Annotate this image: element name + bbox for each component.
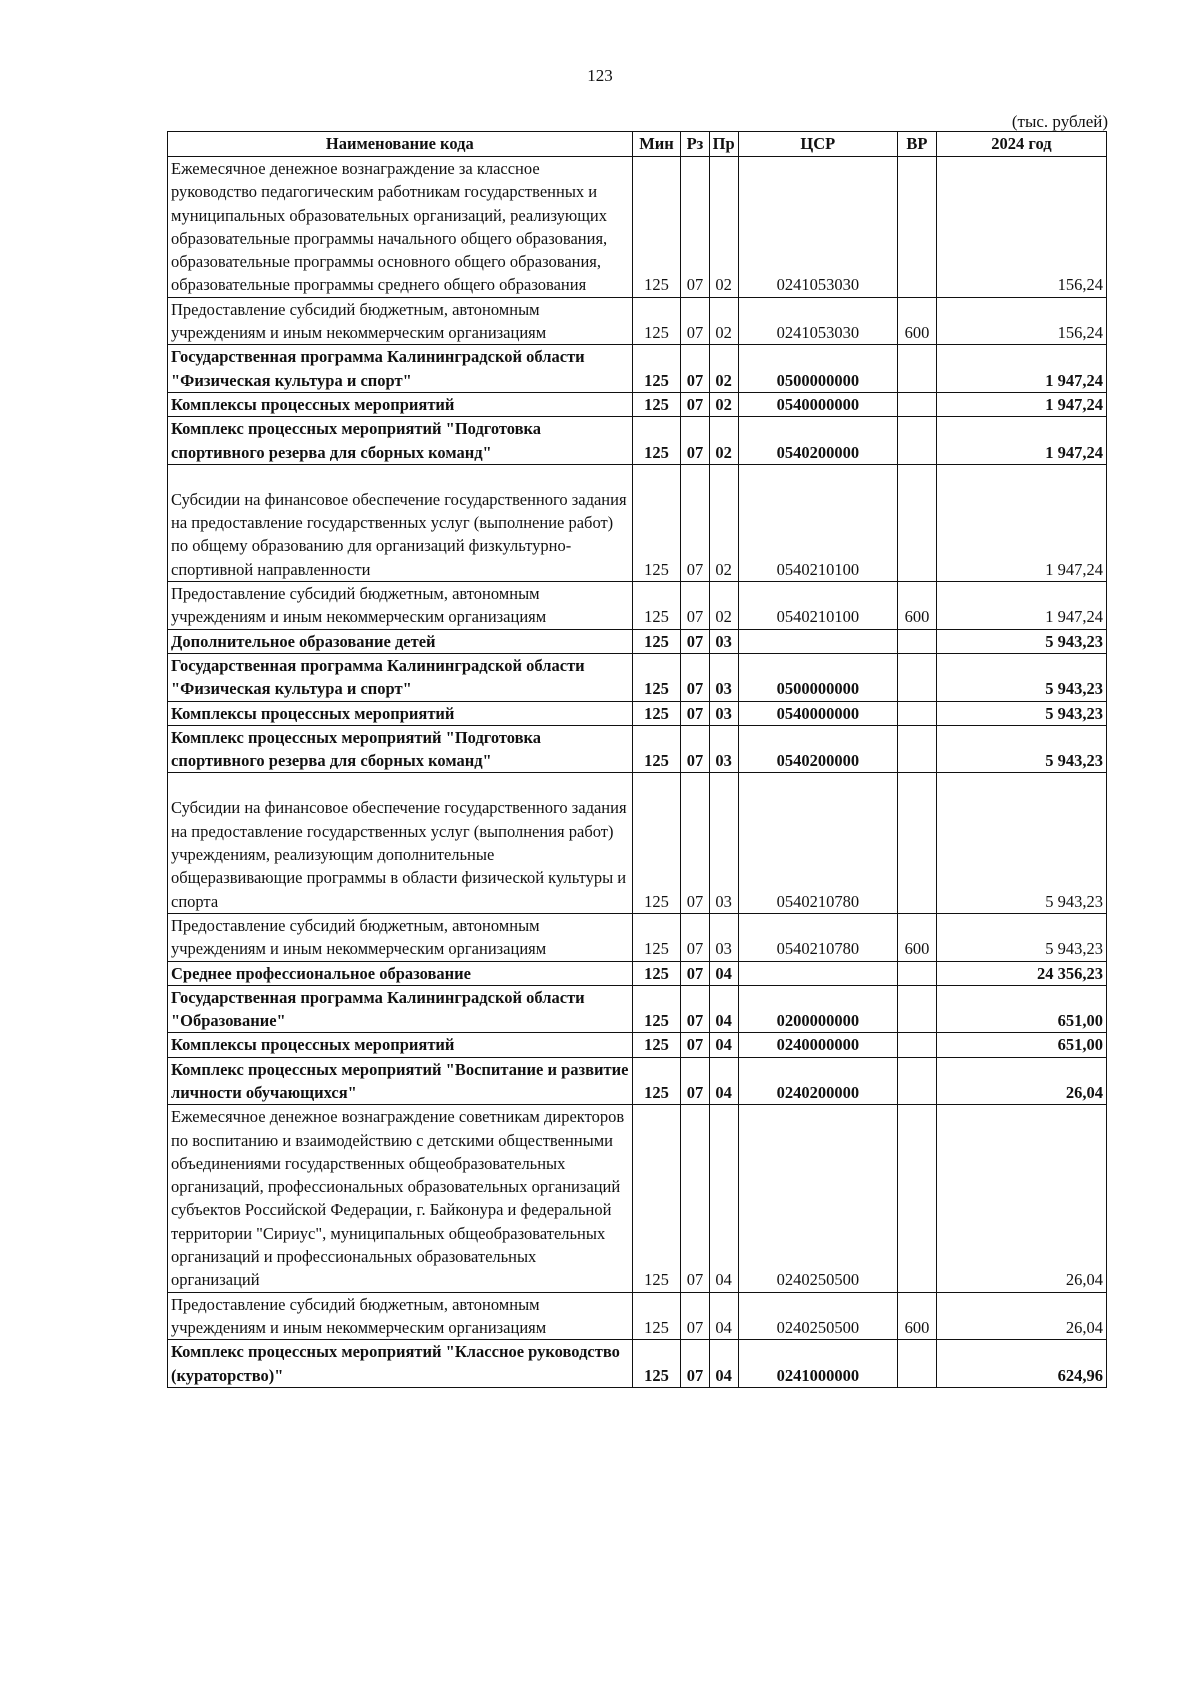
row-amount: 5 943,23: [936, 629, 1106, 653]
row-min: 125: [632, 1340, 681, 1388]
row-amount: 156,24: [936, 157, 1106, 298]
row-vr: [897, 464, 936, 581]
row-rz: 07: [681, 1033, 709, 1057]
row-name: Комплекс процессных мероприятий "Классное руководство (кураторство)": [168, 1340, 633, 1388]
row-csr: 0540210100: [738, 464, 897, 581]
units-label: (тыс. рублей): [1011, 112, 1108, 131]
row-amount: 651,00: [936, 1033, 1106, 1057]
row-name: Комплекс процессных мероприятий "Воспитание и развитие личности обучающихся": [168, 1057, 633, 1105]
table-row: [168, 1105, 1107, 1292]
row-rz: 07: [681, 1057, 709, 1105]
header-csr: ЦСР: [738, 132, 897, 157]
row-name: Дополнительное образование детей: [168, 629, 633, 653]
row-rz: 07: [681, 345, 709, 393]
row-amount: 1 947,24: [936, 345, 1106, 393]
row-rz: 07: [681, 392, 709, 416]
row-rz: 07: [681, 773, 709, 913]
row-pr: 02: [709, 345, 738, 393]
row-min: 125: [632, 653, 681, 701]
header-name: Наименование кода: [168, 132, 633, 157]
row-pr: 04: [709, 1292, 738, 1340]
row-min: 125: [632, 1292, 681, 1340]
row-min: 125: [632, 629, 681, 653]
row-min: 125: [632, 417, 681, 465]
row-amount: 5 943,23: [936, 913, 1106, 961]
row-vr: 600: [897, 297, 936, 345]
row-amount: 26,04: [936, 1057, 1106, 1105]
row-amount: 651,00: [936, 985, 1106, 1033]
row-vr: [897, 653, 936, 701]
row-rz: 07: [681, 701, 709, 725]
row-name: Комплексы процессных мероприятий: [168, 1033, 633, 1057]
row-min: 125: [632, 913, 681, 961]
row-csr: 0240000000: [738, 1033, 897, 1057]
row-name: Ежемесячное денежное вознаграждение за классное руководство педагогическим работникам государственных и муниципальных образовательных организаций, реализующих образовательные программы начального общего образования, образовательные программы основного общего образования, образовательные программы среднего общего образования: [168, 157, 633, 298]
row-vr: [897, 1033, 936, 1057]
row-rz: 07: [681, 417, 709, 465]
row-amount: 156,24: [936, 297, 1106, 345]
table-row: [168, 1292, 1107, 1340]
row-vr: [897, 392, 936, 416]
row-vr: [897, 961, 936, 985]
row-csr: 0240250500: [738, 1105, 897, 1292]
row-pr: 03: [709, 653, 738, 701]
row-pr: 03: [709, 913, 738, 961]
table-row: [168, 157, 1107, 298]
row-min: 125: [632, 464, 681, 581]
table-row: [168, 582, 1107, 630]
row-pr: 02: [709, 464, 738, 581]
row-csr: 0540000000: [738, 701, 897, 725]
row-min: 125: [632, 985, 681, 1033]
row-name: Комплексы процессных мероприятий: [168, 701, 633, 725]
row-min: 125: [632, 1033, 681, 1057]
row-min: 125: [632, 725, 681, 773]
row-csr: 0540200000: [738, 725, 897, 773]
row-csr: 0540210780: [738, 773, 897, 913]
table-row: [168, 1340, 1107, 1388]
row-min: 125: [632, 701, 681, 725]
row-vr: [897, 985, 936, 1033]
table-row: [168, 629, 1107, 653]
row-rz: 07: [681, 464, 709, 581]
row-pr: 03: [709, 629, 738, 653]
row-pr: 03: [709, 773, 738, 913]
row-csr: 0240200000: [738, 1057, 897, 1105]
header-year: 2024 год: [936, 132, 1106, 157]
row-csr: 0241053030: [738, 157, 897, 298]
row-rz: 07: [681, 913, 709, 961]
table-row: [168, 417, 1107, 465]
row-vr: [897, 345, 936, 393]
table-row: [168, 1057, 1107, 1105]
row-name: Государственная программа Калининградской области "Физическая культура и спорт": [168, 653, 633, 701]
row-amount: 5 943,23: [936, 701, 1106, 725]
row-pr: 04: [709, 961, 738, 985]
header-min: Мин: [632, 132, 681, 157]
row-vr: 600: [897, 582, 936, 630]
row-min: 125: [632, 345, 681, 393]
table-body: [168, 157, 1107, 1388]
row-vr: [897, 157, 936, 298]
row-amount: 1 947,24: [936, 582, 1106, 630]
table-row: [168, 464, 1107, 581]
row-rz: 07: [681, 1340, 709, 1388]
row-pr: 03: [709, 725, 738, 773]
row-name: Государственная программа Калининградской области "Образование": [168, 985, 633, 1033]
table-row: [168, 701, 1107, 725]
row-vr: [897, 1057, 936, 1105]
row-min: 125: [632, 1105, 681, 1292]
page-number: 123: [587, 66, 613, 85]
row-name: Субсидии на финансовое обеспечение государственного задания на предоставление государственных услуг (выполнение работ) по общему образованию для организаций физкультурно-спортивной направленности: [168, 464, 633, 581]
row-rz: 07: [681, 961, 709, 985]
row-csr: [738, 961, 897, 985]
row-vr: [897, 773, 936, 913]
row-amount: 5 943,23: [936, 773, 1106, 913]
header-vr: ВР: [897, 132, 936, 157]
row-vr: [897, 1105, 936, 1292]
row-name: Предоставление субсидий бюджетным, автономным учреждениям и иным некоммерческим организациям: [168, 1292, 633, 1340]
row-vr: [897, 701, 936, 725]
row-csr: 0540210780: [738, 913, 897, 961]
row-name: Предоставление субсидий бюджетным, автономным учреждениям и иным некоммерческим организациям: [168, 297, 633, 345]
row-pr: 02: [709, 417, 738, 465]
row-amount: 1 947,24: [936, 392, 1106, 416]
table-row: [168, 913, 1107, 961]
row-min: 125: [632, 961, 681, 985]
row-csr: 0500000000: [738, 345, 897, 393]
row-rz: 07: [681, 1292, 709, 1340]
row-amount: 24 356,23: [936, 961, 1106, 985]
row-min: 125: [632, 157, 681, 298]
header-rz: Рз: [681, 132, 709, 157]
row-amount: 26,04: [936, 1105, 1106, 1292]
row-csr: 0241000000: [738, 1340, 897, 1388]
row-amount: 1 947,24: [936, 464, 1106, 581]
row-rz: 07: [681, 629, 709, 653]
row-name: Государственная программа Калининградской области "Физическая культура и спорт": [168, 345, 633, 393]
row-csr: 0200000000: [738, 985, 897, 1033]
row-csr: 0240250500: [738, 1292, 897, 1340]
row-min: 125: [632, 297, 681, 345]
row-name: Комплексы процессных мероприятий: [168, 392, 633, 416]
budget-table: [167, 131, 1107, 1388]
row-vr: 600: [897, 913, 936, 961]
row-rz: 07: [681, 725, 709, 773]
row-vr: 600: [897, 1292, 936, 1340]
row-amount: 5 943,23: [936, 653, 1106, 701]
table-row: [168, 297, 1107, 345]
row-amount: 5 943,23: [936, 725, 1106, 773]
row-csr: 0540200000: [738, 417, 897, 465]
table-row: [168, 345, 1107, 393]
row-pr: 04: [709, 1105, 738, 1292]
table-header: [168, 132, 1107, 157]
row-pr: 03: [709, 701, 738, 725]
row-amount: 1 947,24: [936, 417, 1106, 465]
row-pr: 04: [709, 985, 738, 1033]
row-csr: [738, 629, 897, 653]
row-rz: 07: [681, 157, 709, 298]
row-name: Ежемесячное денежное вознаграждение советникам директоров по воспитанию и взаимодействию с детскими общественными объединениями государственных общеобразовательных организаций, профессиональных образовательных организаций субъектов Российской Федерации, г. Байконура и федеральной территории "Сириус", муниципальных общеобразовательных организаций и профессиональных образовательных организаций: [168, 1105, 633, 1292]
row-vr: [897, 417, 936, 465]
row-name: Субсидии на финансовое обеспечение государственного задания на предоставление государственных услуг (выполнения работ) учреждениям, реализующим дополнительные общеразвивающие программы в области физической культуры и спорта: [168, 773, 633, 913]
row-vr: [897, 1340, 936, 1388]
row-csr: 0540210100: [738, 582, 897, 630]
row-pr: 02: [709, 392, 738, 416]
row-vr: [897, 629, 936, 653]
header-pr: Пр: [709, 132, 738, 157]
table-row: [168, 725, 1107, 773]
row-csr: 0241053030: [738, 297, 897, 345]
row-pr: 04: [709, 1340, 738, 1388]
row-pr: 02: [709, 582, 738, 630]
row-name: Комплекс процессных мероприятий "Подготовка спортивного резерва для сборных команд": [168, 725, 633, 773]
row-csr: 0500000000: [738, 653, 897, 701]
row-min: 125: [632, 773, 681, 913]
row-min: 125: [632, 582, 681, 630]
row-amount: 624,96: [936, 1340, 1106, 1388]
row-rz: 07: [681, 985, 709, 1033]
table-row: [168, 985, 1107, 1033]
row-name: Предоставление субсидий бюджетным, автономным учреждениям и иным некоммерческим организациям: [168, 913, 633, 961]
table-row: [168, 773, 1107, 913]
row-vr: [897, 725, 936, 773]
table-row: [168, 392, 1107, 416]
row-min: 125: [632, 1057, 681, 1105]
row-pr: 04: [709, 1057, 738, 1105]
row-rz: 07: [681, 297, 709, 345]
table-row: [168, 961, 1107, 985]
row-min: 125: [632, 392, 681, 416]
table-row: [168, 1033, 1107, 1057]
row-name: Среднее профессиональное образование: [168, 961, 633, 985]
row-pr: 04: [709, 1033, 738, 1057]
row-pr: 02: [709, 297, 738, 345]
table-row: [168, 653, 1107, 701]
row-rz: 07: [681, 1105, 709, 1292]
row-amount: 26,04: [936, 1292, 1106, 1340]
row-name: Предоставление субсидий бюджетным, автономным учреждениям и иным некоммерческим организациям: [168, 582, 633, 630]
row-csr: 0540000000: [738, 392, 897, 416]
row-pr: 02: [709, 157, 738, 298]
row-name: Комплекс процессных мероприятий "Подготовка спортивного резерва для сборных команд": [168, 417, 633, 465]
row-rz: 07: [681, 582, 709, 630]
row-rz: 07: [681, 653, 709, 701]
